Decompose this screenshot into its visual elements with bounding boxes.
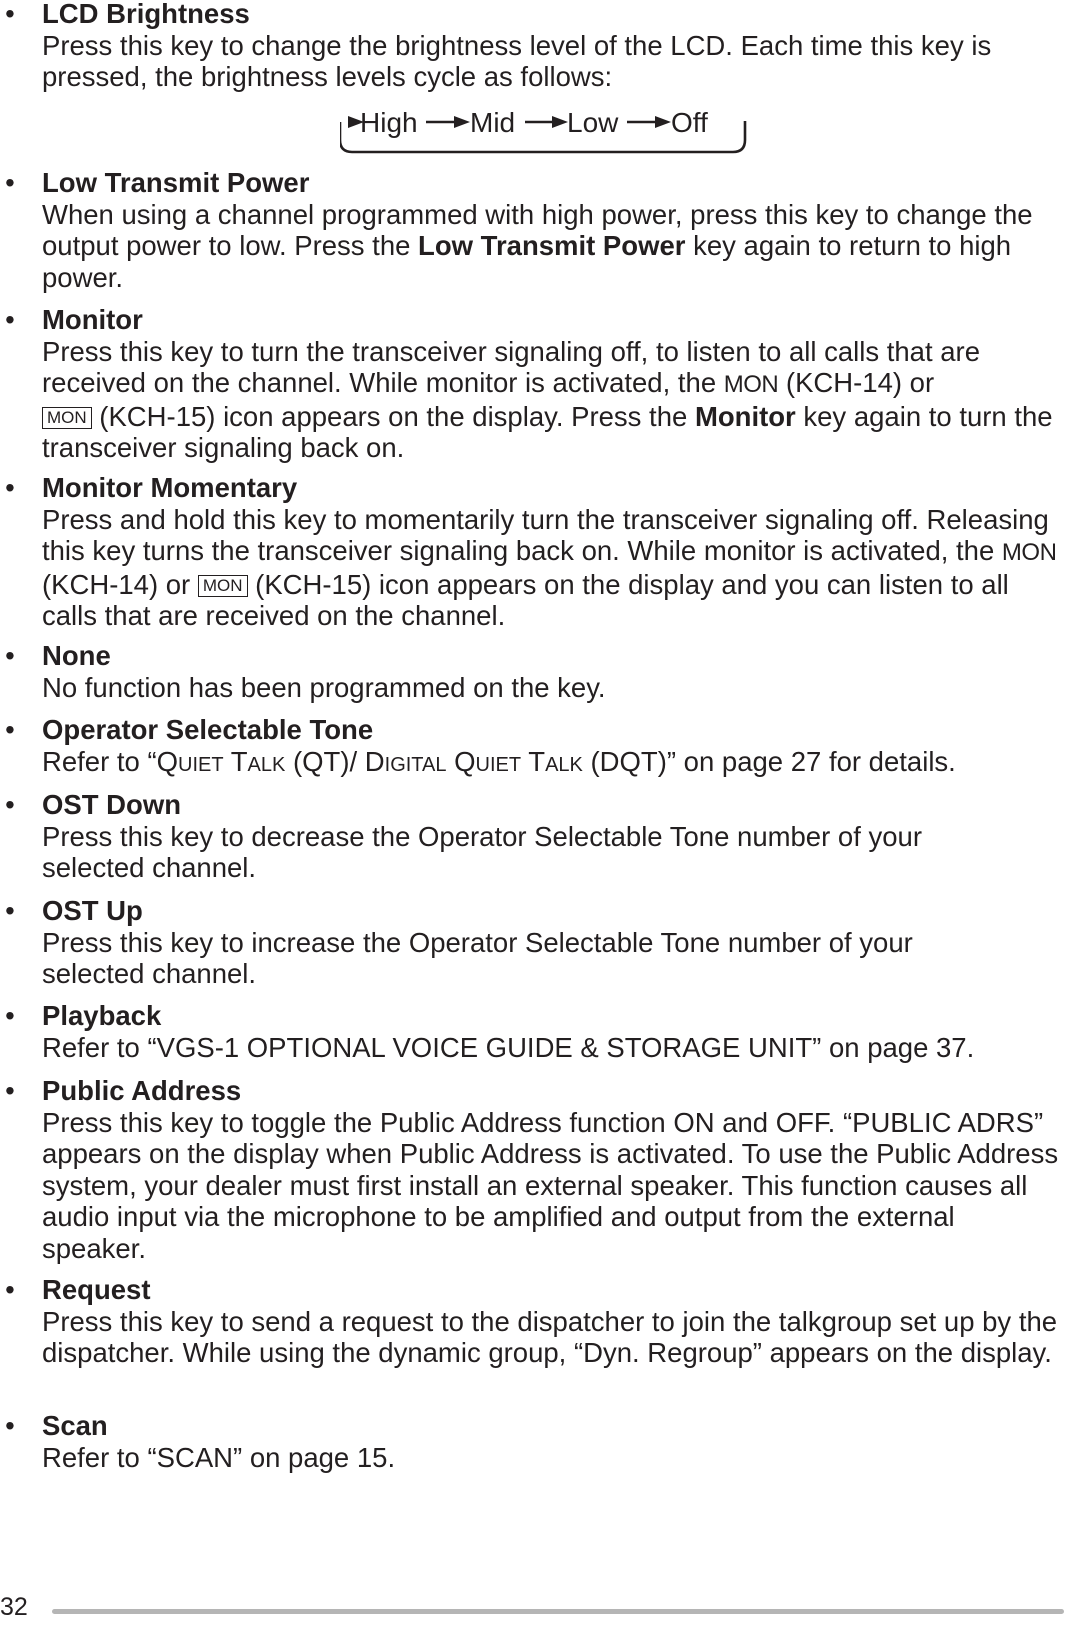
inline-bold: Monitor	[694, 400, 796, 432]
entry-text: When using a channel programmed with high power, press this key to change the output power to low. Press the Low Transmit Power key again to return to high power.	[42, 198, 1033, 293]
bullet: •	[5, 714, 15, 745]
entry-none	[5, 640, 1062, 703]
entry-title: Operator Selectable Tone	[42, 714, 374, 745]
entry-title: None	[42, 640, 111, 671]
entry-ost-down	[5, 789, 1062, 884]
mon-box-icon: MON	[42, 407, 92, 429]
arrow-icon	[454, 116, 470, 128]
entry-title: Playback	[42, 1000, 162, 1031]
entry-monitor-momentary	[5, 472, 1062, 632]
arrow-icon	[655, 116, 671, 128]
bullet: •	[5, 1410, 15, 1441]
entry-text: No function has been programmed on the key.	[42, 671, 606, 703]
bullet: •	[5, 472, 15, 503]
mon-icon: MON	[1001, 539, 1057, 566]
entry-text: Refer to “SCAN” on page 15.	[42, 1441, 396, 1473]
entry-public-address	[5, 1075, 1062, 1264]
entry-title: Low Transmit Power	[42, 167, 310, 198]
entry-title: Monitor Momentary	[42, 472, 298, 503]
cycle-step-low: Low	[567, 107, 619, 138]
page-number: 32	[0, 1593, 28, 1621]
entry-text: Press and hold this key to momentarily turn the transceiver signaling off. Releasing this key turns the transceiver signaling back on. While monitor is activated, the MON (KCH-14) or MON (KCH-15) icon appears on the display and you can listen to all calls that are received on the channel.	[42, 503, 1057, 631]
cycle-step-high: High	[360, 107, 418, 138]
bullet: •	[5, 789, 15, 820]
entry-text: Press this key to decrease the Operator Selectable Tone number of your selected channel.	[42, 820, 922, 883]
bullet: •	[5, 0, 15, 29]
mon-icon: MON	[723, 371, 779, 398]
cycle-step-off: Off	[671, 107, 708, 138]
entry-request	[5, 1274, 1062, 1369]
entry-title: OST Down	[42, 789, 182, 820]
entry-playback	[5, 1000, 1062, 1063]
bullet: •	[5, 167, 15, 198]
entry-text: Press this key to turn the transceiver signaling off, to listen to all calls that are received on the channel. While monitor is activated, the MON (KCH-14) or MON (KCH-15) icon appears on the display. Press the Monitor key again to turn the transceiver signaling back on.	[42, 335, 1053, 463]
entry-monitor	[5, 304, 1062, 464]
inline-bold: Low Transmit Power	[418, 230, 686, 261]
bullet: •	[5, 1000, 15, 1031]
entry-title: Request	[42, 1274, 151, 1305]
entry-text: Refer to “VGS-1 OPTIONAL VOICE GUIDE & STORAGE UNIT” on page 37.	[42, 1031, 975, 1063]
arrow-icon	[552, 116, 568, 128]
bullet: •	[5, 640, 15, 671]
entry-ost-up	[5, 895, 1062, 990]
entry-title: LCD Brightness	[42, 0, 250, 29]
entry-text: Press this key to change the brightness level of the LCD. Each time this key is	[42, 29, 992, 61]
bullet: •	[5, 895, 15, 926]
entry-operator-selectable-tone	[5, 714, 1062, 781]
entry-scan	[5, 1410, 1062, 1473]
entry-title: Monitor	[42, 304, 143, 335]
cycle-step-mid: Mid	[470, 107, 516, 138]
entry-text: pressed, the brightness levels cycle as follows:	[42, 61, 613, 92]
brightness-cycle-diagram	[340, 102, 770, 162]
entry-title: OST Up	[42, 895, 143, 926]
footer-rule	[52, 1609, 1064, 1614]
bullet: •	[5, 304, 15, 335]
entry-text: Press this key to send a request to the dispatcher to join the talkgroup set up by the dispatcher. While using the dynamic group, “Dyn. Regroup” appears on the display.	[42, 1305, 1058, 1368]
bullet: •	[5, 1075, 15, 1106]
entry-title: Public Address	[42, 1075, 242, 1106]
page-footer	[0, 1590, 1065, 1627]
mon-box-icon: MON	[198, 575, 248, 597]
entry-low-transmit-power	[5, 167, 1062, 293]
entry-lcd-brightness	[5, 0, 1062, 93]
entry-text: Press this key to toggle the Public Address function ON and OFF. “PUBLIC ADRS” appears on the display when Public Address is activated. To use the Public Address system, your dealer must first install an external speaker. This function causes all audio input via the microphone to be amplified and output from the external speaker.	[42, 1106, 1059, 1264]
bullet: •	[5, 1274, 15, 1305]
entry-title: Scan	[42, 1410, 108, 1441]
entry-text: Press this key to increase the Operator Selectable Tone number of your selected channel.	[42, 926, 913, 989]
entry-text: Refer to “QUIET TALK (QT)/ DIGITAL QUIET TALK (DQT)” on page 27 for details.	[42, 745, 956, 777]
